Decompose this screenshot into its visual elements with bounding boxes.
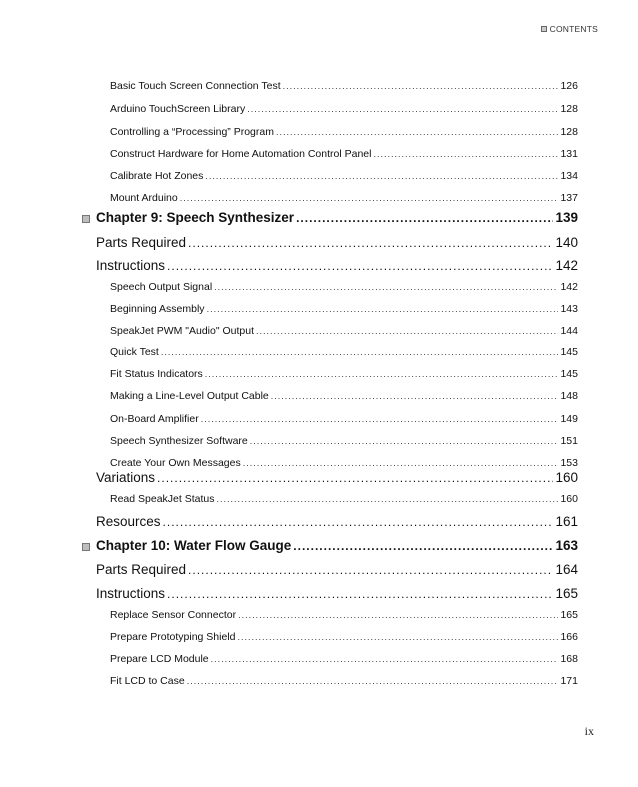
toc-subsection-entry[interactable] — [110, 80, 578, 92]
dot-leader — [276, 127, 558, 137]
toc-entry-title: Fit LCD to Case — [110, 675, 185, 687]
dot-leader — [293, 539, 553, 553]
toc-subsection-entry[interactable] — [110, 126, 578, 138]
dot-leader — [161, 347, 559, 357]
toc-entry-title: Chapter 10: Water Flow Gauge — [96, 538, 292, 553]
toc-entry-page: 151 — [560, 435, 578, 447]
dot-leader — [167, 259, 553, 273]
dot-leader — [201, 414, 559, 424]
toc-entry-page: 166 — [560, 631, 578, 643]
toc-entry-page: 171 — [560, 675, 578, 687]
toc-entry-page: 149 — [560, 413, 578, 425]
running-header-label: CONTENTS — [549, 24, 598, 34]
toc-section-entry[interactable] — [96, 562, 578, 577]
toc-entry-page: 134 — [560, 170, 578, 182]
toc-section-entry[interactable] — [96, 470, 578, 485]
toc-entry-title: Quick Test — [110, 346, 159, 358]
dot-leader — [250, 436, 559, 446]
toc-entry-title: Read SpeakJet Status — [110, 493, 215, 505]
toc-section-entry[interactable] — [96, 514, 578, 529]
toc-entry-page: 142 — [555, 258, 578, 273]
toc-entry-page: 128 — [560, 126, 578, 138]
toc-subsection-entry[interactable] — [110, 675, 578, 687]
toc-entry-title: Instructions — [96, 586, 166, 601]
toc-entry-page: 128 — [560, 103, 578, 115]
toc-entry-page: 139 — [555, 210, 578, 225]
toc-entry-title: Chapter 9: Speech Synthesizer — [96, 210, 295, 225]
toc-subsection-entry[interactable] — [110, 493, 578, 505]
toc-entry-page: 126 — [560, 80, 578, 92]
toc-subsection-entry[interactable] — [110, 325, 578, 337]
toc-entry-title: Prepare LCD Module — [110, 653, 209, 665]
toc-entry-page: 143 — [560, 303, 578, 315]
toc-subsection-entry[interactable] — [110, 346, 578, 358]
toc-entry-page: 144 — [560, 325, 578, 337]
running-header — [541, 24, 598, 34]
dot-leader — [211, 654, 559, 664]
toc-entry-page: 145 — [560, 368, 578, 380]
toc-subsection-entry[interactable] — [110, 148, 578, 160]
toc-entry-page: 165 — [560, 609, 578, 621]
toc-entry-title: Parts Required — [96, 235, 187, 250]
toc-entry-title: Mount Arduino — [110, 192, 178, 204]
page-number: ix — [584, 724, 594, 738]
toc-chapter-entry[interactable] — [96, 538, 578, 553]
toc-subsection-entry[interactable] — [110, 609, 578, 621]
toc-entry-page: 153 — [560, 457, 578, 469]
dot-leader — [238, 632, 559, 642]
dot-leader — [216, 494, 558, 504]
dot-leader — [205, 171, 558, 181]
toc-section-entry[interactable] — [96, 586, 578, 601]
toc-entry-title: Basic Touch Screen Connection Test — [110, 80, 281, 92]
toc-entry-title: Fit Status Indicators — [110, 368, 203, 380]
toc-subsection-entry[interactable] — [110, 435, 578, 447]
dot-leader — [243, 458, 559, 468]
toc-entry-title: Calibrate Hot Zones — [110, 170, 204, 182]
chapter-square-icon — [82, 543, 90, 551]
toc-entry-page: 168 — [560, 653, 578, 665]
dot-leader — [187, 676, 559, 686]
dot-leader — [163, 515, 554, 529]
toc-entry-title: Variations — [96, 470, 156, 485]
toc-entry-page: 142 — [560, 281, 578, 293]
toc-subsection-entry[interactable] — [110, 303, 578, 315]
toc-entry-page: 160 — [555, 470, 578, 485]
dot-leader — [256, 326, 558, 336]
dot-leader — [373, 149, 558, 159]
toc-entry-title: Replace Sensor Connector — [110, 609, 237, 621]
toc-subsection-entry[interactable] — [110, 103, 578, 115]
toc-subsection-entry[interactable] — [110, 170, 578, 182]
toc-entry-page: 148 — [560, 390, 578, 402]
dot-leader — [283, 81, 559, 91]
toc-entry-title: Controlling a “Processing” Program — [110, 126, 274, 138]
dot-leader — [188, 563, 553, 577]
dot-leader — [188, 236, 553, 250]
dot-leader — [205, 369, 559, 379]
toc-subsection-entry[interactable] — [110, 631, 578, 643]
toc-entry-title: Prepare Prototyping Shield — [110, 631, 236, 643]
toc-entry-title: Construct Hardware for Home Automation Control Panel — [110, 148, 372, 160]
dot-leader — [296, 211, 553, 225]
toc-entry-title: Arduino TouchScreen Library — [110, 103, 246, 115]
toc-entry-title: SpeakJet PWM "Audio" Output — [110, 325, 255, 337]
dot-leader — [157, 471, 553, 485]
toc-entry-page: 131 — [560, 148, 578, 160]
toc-entry-title: Parts Required — [96, 562, 187, 577]
toc-entry-title: Create Your Own Messages — [110, 457, 241, 469]
toc-entry-title: Beginning Assembly — [110, 303, 205, 315]
toc-subsection-entry[interactable] — [110, 390, 578, 402]
toc-entry-page: 161 — [555, 514, 578, 529]
dot-leader — [247, 104, 558, 114]
dot-leader — [167, 587, 553, 601]
toc-section-entry[interactable] — [96, 235, 578, 250]
dot-leader — [180, 193, 559, 203]
dot-leader — [214, 282, 558, 292]
toc-subsection-entry[interactable] — [110, 281, 578, 293]
toc-entry-page: 145 — [560, 346, 578, 358]
toc-entry-page: 160 — [560, 493, 578, 505]
toc-subsection-entry[interactable] — [110, 192, 578, 204]
toc-entry-page: 137 — [560, 192, 578, 204]
dot-leader — [207, 304, 559, 314]
toc-entry-title: Instructions — [96, 258, 166, 273]
toc-entry-page: 164 — [555, 562, 578, 577]
toc-entry-title: Speech Synthesizer Software — [110, 435, 248, 447]
toc-subsection-entry[interactable] — [110, 413, 578, 425]
dot-leader — [271, 391, 559, 401]
toc-entry-title: Resources — [96, 514, 161, 529]
toc-entry-title: On-Board Amplifier — [110, 413, 199, 425]
header-square-icon — [541, 26, 547, 32]
toc-subsection-entry[interactable] — [110, 457, 578, 469]
dot-leader — [238, 610, 558, 620]
toc-entry-page: 165 — [555, 586, 578, 601]
chapter-square-icon — [82, 215, 90, 223]
toc-entry-page: 163 — [555, 538, 578, 553]
toc-entry-page: 140 — [555, 235, 578, 250]
toc-chapter-entry[interactable] — [96, 210, 578, 225]
toc-entry-title: Speech Output Signal — [110, 281, 213, 293]
toc-section-entry[interactable] — [96, 258, 578, 273]
toc-entry-title: Making a Line-Level Output Cable — [110, 390, 269, 402]
toc-subsection-entry[interactable] — [110, 368, 578, 380]
toc-subsection-entry[interactable] — [110, 653, 578, 665]
